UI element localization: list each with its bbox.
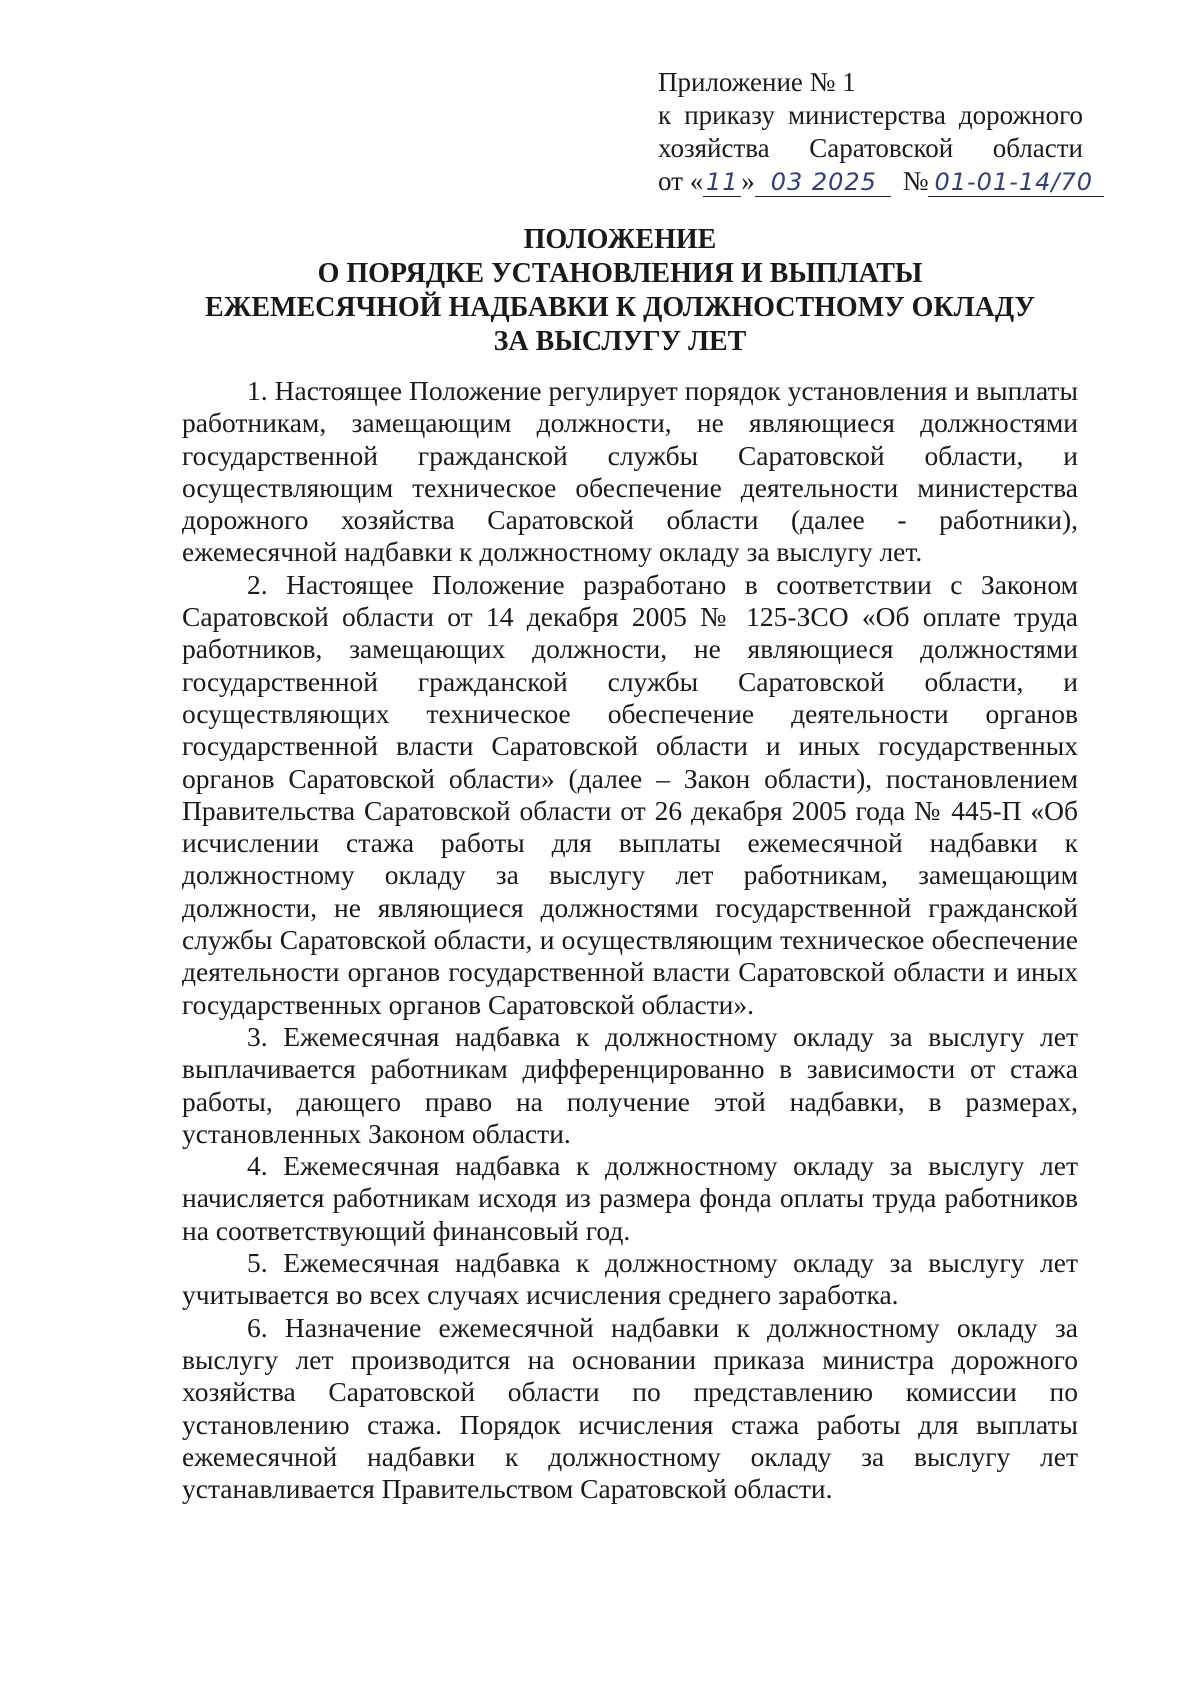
date-close-quote: » <box>741 166 755 196</box>
document-body <box>182 375 1078 1505</box>
title-line-2: О ПОРЯДКЕ УСТАНОВЛЕНИЯ И ВЫПЛАТЫ <box>317 258 923 289</box>
attachment-title: Приложение № 1 <box>658 67 856 97</box>
title-line-1: ПОЛОЖЕНИЕ <box>523 224 717 255</box>
paragraph-6: 6. Назначение ежемесячной надбавки к должностному окладу за выслугу лет производится на основании приказа министра дорожного хозяйства Саратовской области по представлению комиссии по установлению стажа. Порядок исчисления стажа работы для выплаты ежемесячной надбавки к должностному окладу за выслугу лет устанавливается Правительством Саратовской области. <box>182 1311 1078 1505</box>
order-number: 01-01-14/70 <box>928 168 1104 197</box>
paragraph-1: 1. Настоящее Положение регулирует порядок установления и выплаты работникам, замещающим должности, не являющиеся должностями государственной гражданской службы Саратовской области, и осуществляющим техническое обеспечение деятельности министерства дорожного хозяйства Саратовской области (далее - работники), ежемесячной надбавки к должностному окладу за выслугу лет. <box>182 375 1078 568</box>
title-line-4: ЗА ВЫСЛУГУ ЛЕТ <box>493 326 747 357</box>
date-prefix: от « <box>658 166 704 196</box>
paragraph-4: 4. Ежемесячная надбавка к должностному окладу за выслугу лет начисляется работникам исходя из размера фонда оплаты труда работников на соответствующий финансовый год. <box>182 1150 1078 1246</box>
paragraph-2: 2. Настоящее Положение разработано в соответствии с Законом Саратовской области от 14 декабря 2005 № 125-ЗСО «Об оплате труда работников, замещающих должности, не являющиеся должностями государственной гражданской службы Саратовской области, и осуществляющих техническое обеспечение деятельности органов государственной власти Саратовской области и иных государственных органов Саратовской области» (далее – Закон области), постановлением Правительства Саратовской области от 26 декабря 2005 года № 445-П «Об исчислении стажа работы для выплаты ежемесячной надбавки к должностному окладу за выслугу лет работникам, замещающим должности, не являющиеся должностями государственной гражданской службы Саратовской области, и осуществляющим техническое обеспечение деятельности органов государственной власти Саратовской области и иных государственных органов Саратовской области». <box>182 568 1078 1020</box>
attachment-header <box>658 66 1094 198</box>
date-day: 11 <box>703 168 741 197</box>
paragraph-3: 3. Ежемесячная надбавка к должностному окладу за выслугу лет выплачивается работникам дифференцированно в зависимости от стажа работы, дающего право на получение этой надбавки, в размерах, установленных Законом области. <box>182 1020 1078 1149</box>
date-month-year: 03 2025 <box>755 168 891 197</box>
number-prefix: № <box>902 166 929 196</box>
attachment-ministry: хозяйства Саратовской области <box>658 133 1083 163</box>
paragraph-5: 5. Ежемесячная надбавка к должностному окладу за выслугу лет учитывается во всех случаях исчисления среднего заработка. <box>182 1247 1078 1311</box>
attachment-date-number <box>658 165 1094 198</box>
title-line-3: ЕЖЕМЕСЯЧНОЙ НАДБАВКИ К ДОЛЖНОСТНОМУ ОКЛАДУ <box>204 292 1035 323</box>
attachment-order-ref: к приказу министерства дорожного <box>658 100 1083 130</box>
document-title <box>150 223 1090 359</box>
